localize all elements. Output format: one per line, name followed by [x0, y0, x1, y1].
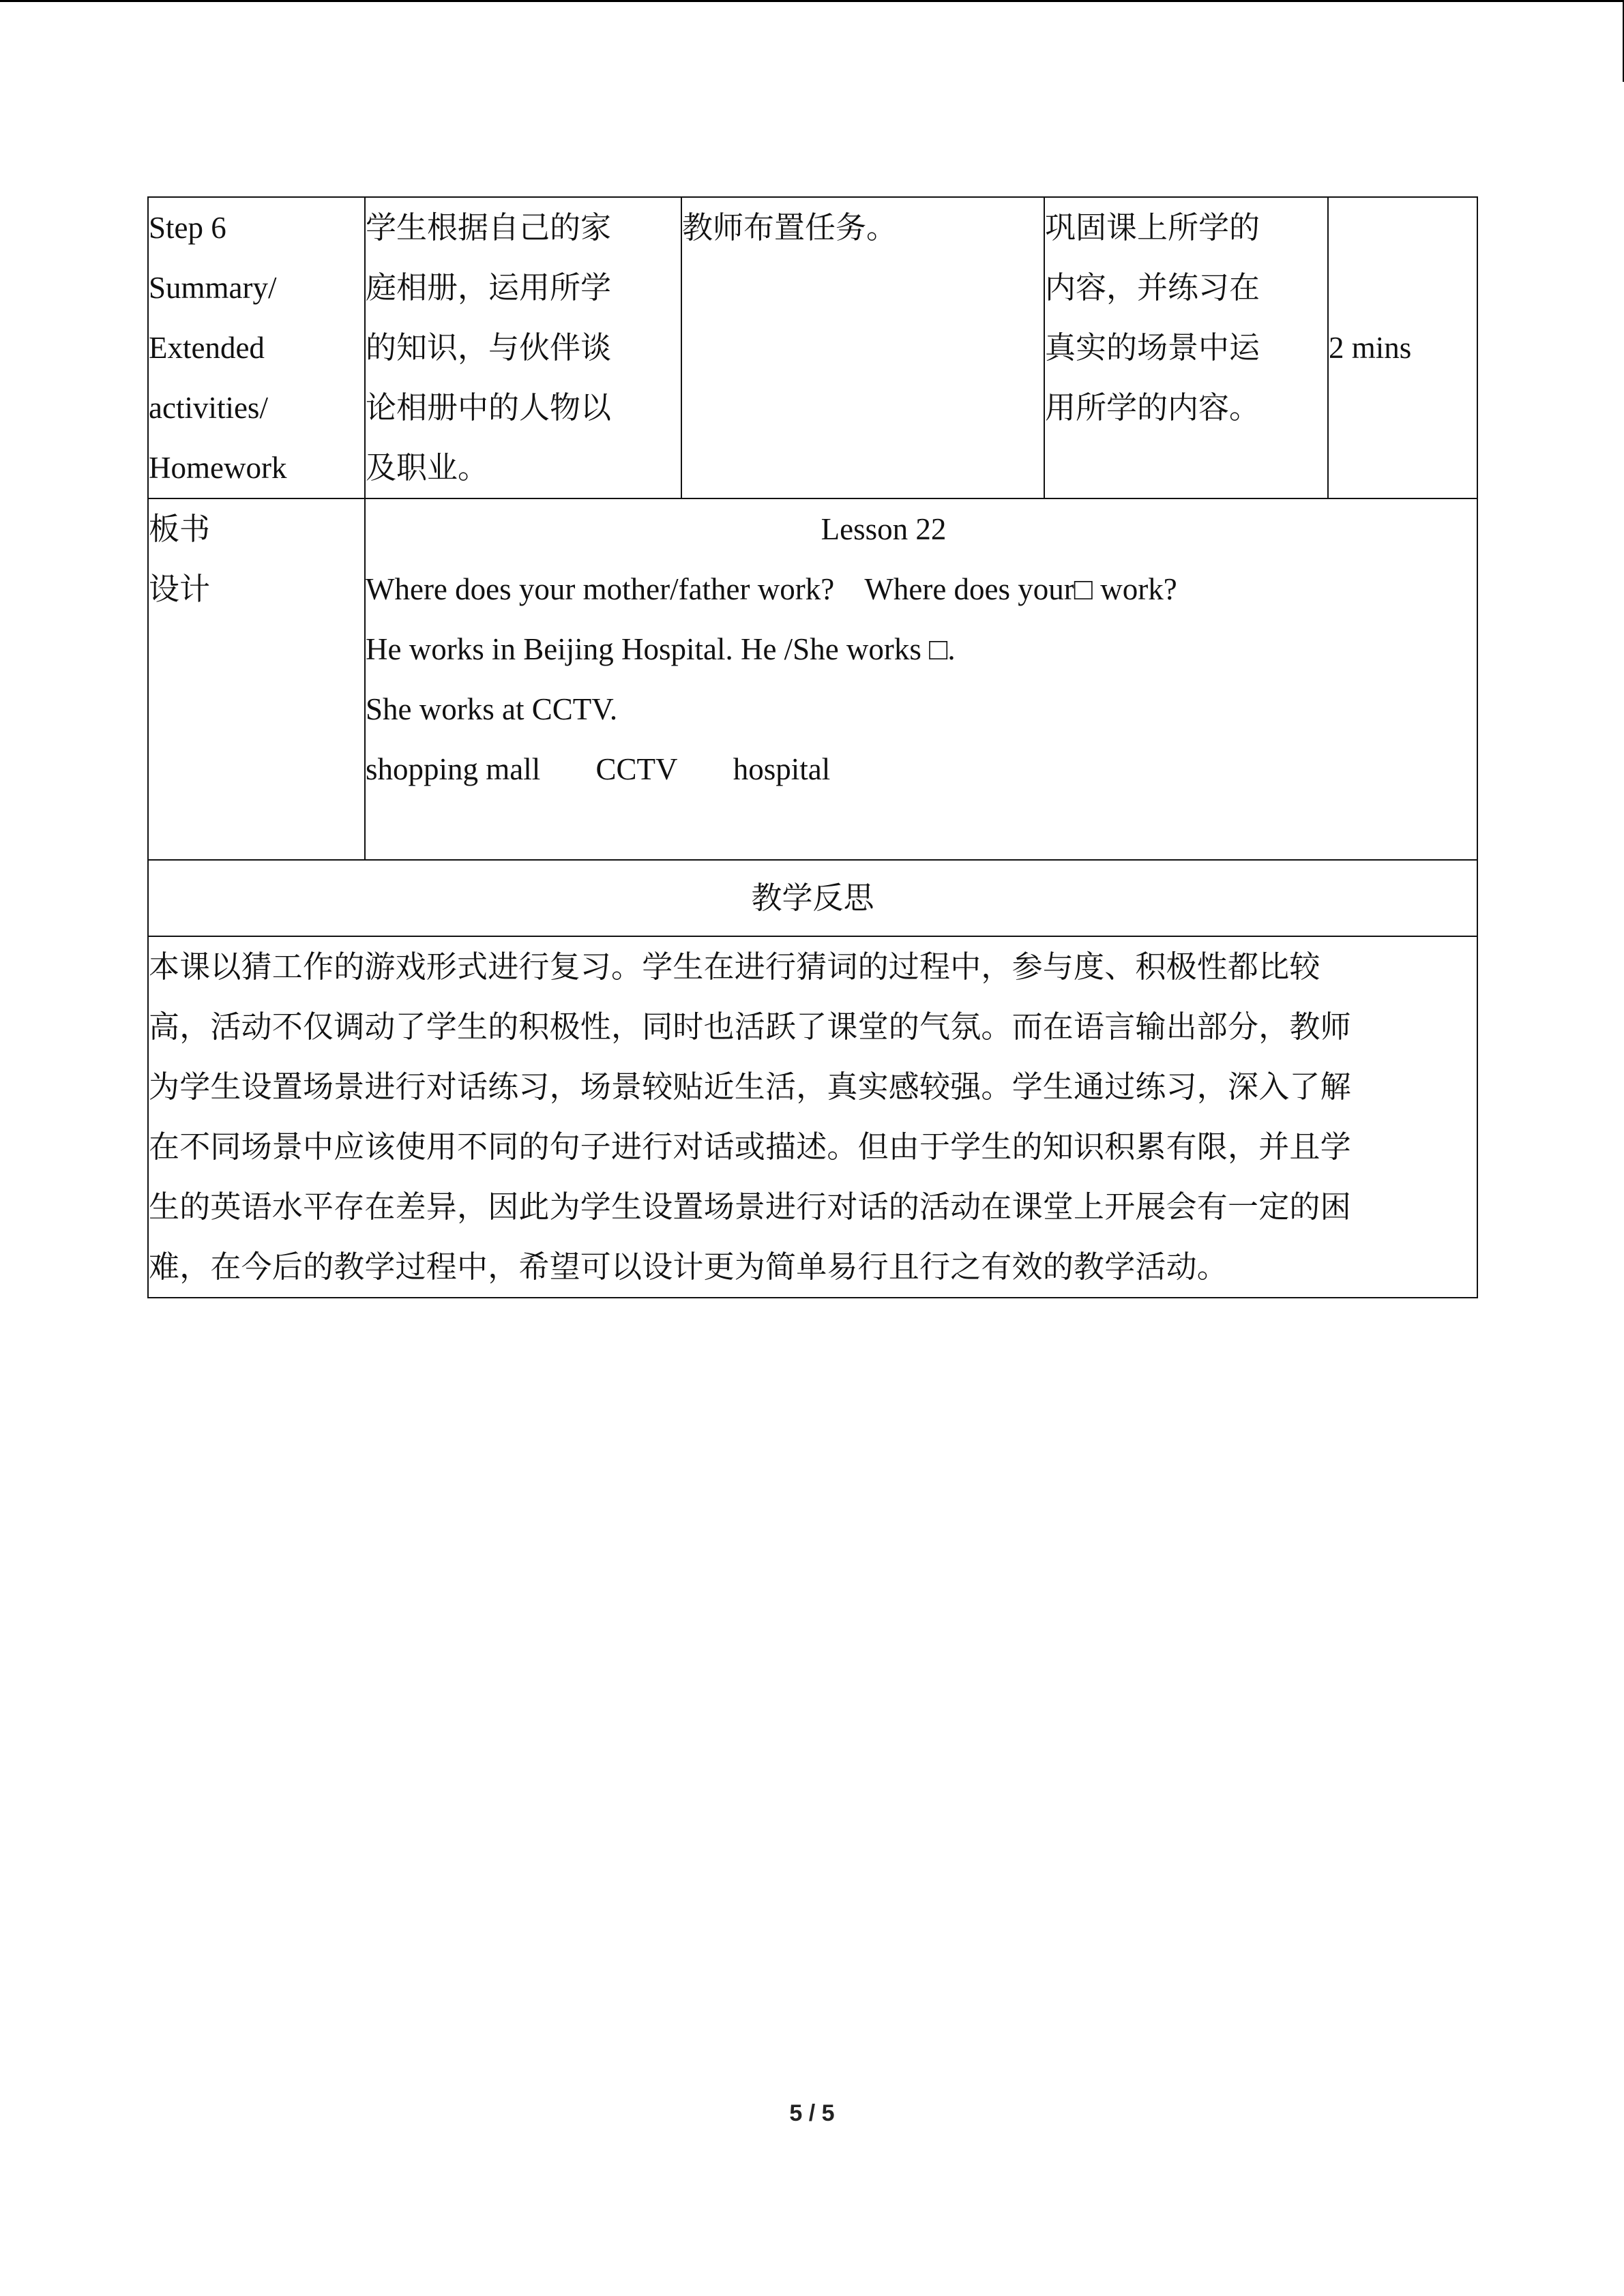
board-design-row: [148, 498, 1477, 860]
purpose-line: 真实的场景中运: [1045, 331, 1260, 365]
board-line: She works at CCTV.: [366, 692, 618, 726]
step-line: Homework: [149, 451, 287, 485]
student-activity-line: 庭相册，运用所学: [366, 271, 612, 305]
board-line: He works in Beijing Hospital. He /She works □.: [366, 632, 956, 666]
reflection-title-row: [148, 860, 1477, 936]
step-line: Step 6: [149, 211, 226, 245]
student-activity-line: 学生根据自己的家: [366, 211, 612, 245]
reflection-line: 高，活动不仅调动了学生的积极性，同时也活跃了课堂的气氛。而在语言输出部分，教师: [149, 1010, 1351, 1044]
student-activity-line: 及职业。: [366, 451, 489, 485]
reflection-title: 教学反思: [148, 860, 1477, 936]
reflection-line: 生的英语水平存在差异，因此为学生设置场景进行对话的活动在课堂上开展会有一定的困: [149, 1190, 1351, 1224]
step-line: Extended: [149, 331, 265, 365]
step-line: activities/: [149, 391, 268, 425]
purpose-line: 用所学的内容。: [1045, 391, 1260, 425]
reflection-body-row: [148, 936, 1477, 1298]
reflection-line: 本课以猜工作的游戏形式进行复习。学生在进行猜词的过程中，参与度、积极性都比较: [149, 950, 1320, 984]
board-word: CCTV: [595, 752, 678, 786]
teacher-activity-cell: [681, 197, 1044, 498]
page-top-border: [0, 0, 1624, 2]
time-cell: [1328, 197, 1477, 498]
reflection-line: 难，在今后的教学过程中，希望可以设计更为简单易行且行之有效的教学活动。: [149, 1250, 1228, 1284]
step-line: Summary/: [149, 271, 277, 305]
board-design-content-cell: [365, 498, 1477, 860]
reflection-body: [148, 936, 1477, 1298]
board-word: shopping mall: [366, 752, 541, 786]
board-design-label-line: 设计: [149, 572, 211, 606]
lesson-plan-table: [147, 196, 1478, 1298]
board-lesson-title: Lesson 22: [821, 512, 947, 546]
reflection-line: 在不同场景中应该使用不同的句子进行对话或描述。但由于学生的知识积累有限，并且学: [149, 1130, 1351, 1164]
student-activity-cell: [365, 197, 681, 498]
purpose-line: 巩固课上所学的: [1045, 211, 1260, 245]
purpose-line: 内容，并练习在: [1045, 271, 1260, 305]
purpose-cell: [1044, 197, 1328, 498]
reflection-line: 为学生设置场景进行对话练习，场景较贴近生活，真实感较强。学生通过练习，深入了解: [149, 1070, 1351, 1104]
step-6-row: [148, 197, 1477, 498]
board-design-label-line: 板书: [149, 512, 211, 546]
step-cell: [148, 197, 365, 498]
board-line: Where does your mother/father work? Where does your□ work?: [366, 572, 1177, 606]
student-activity-line: 的知识，与伙伴谈: [366, 331, 612, 365]
teacher-activity-text: 教师布置任务。: [682, 211, 898, 245]
student-activity-line: 论相册中的人物以: [366, 391, 612, 425]
time-text: 2 mins: [1329, 331, 1412, 365]
page-number: 5 / 5: [789, 2100, 835, 2126]
board-vocabulary: [366, 739, 1477, 799]
board-word: hospital: [733, 752, 831, 786]
